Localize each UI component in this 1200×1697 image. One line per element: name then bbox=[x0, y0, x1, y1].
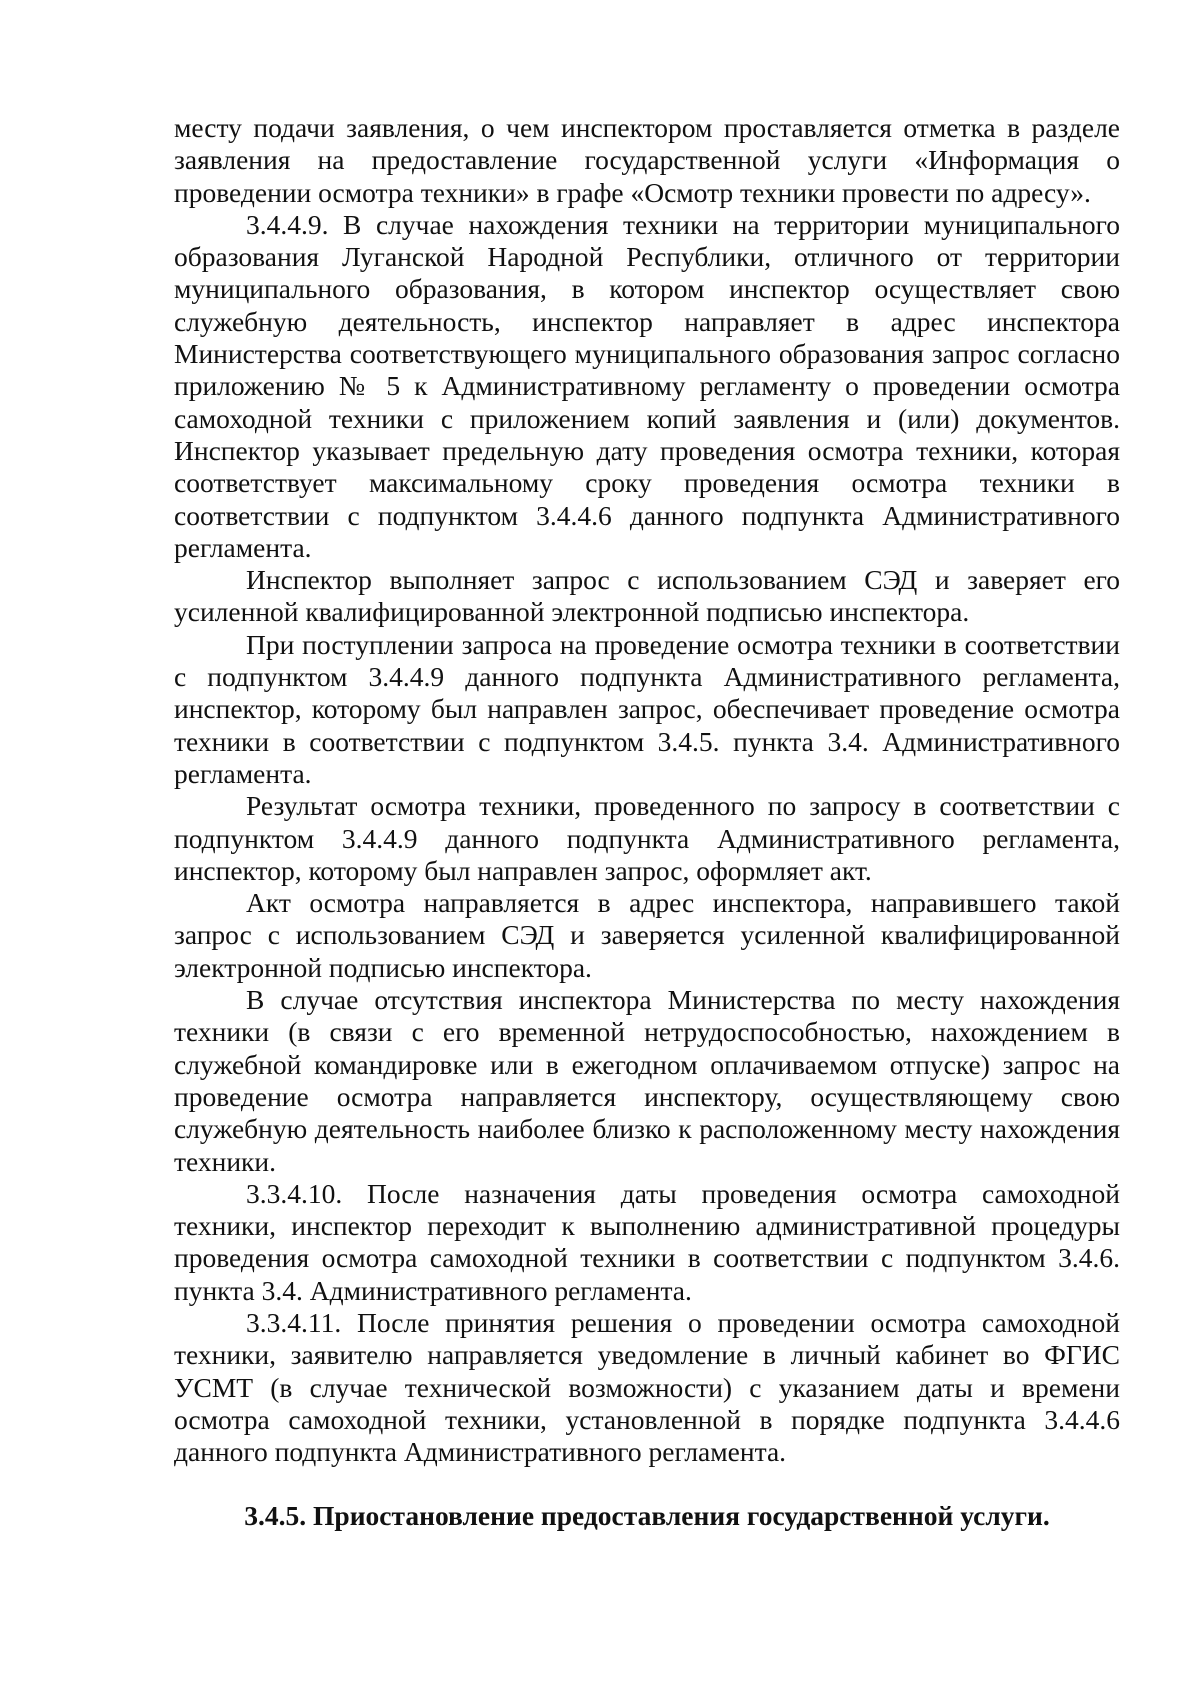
section-heading: 3.4.5. Приостановление предоставления государственной услуги. bbox=[244, 1500, 1050, 1532]
paragraph-3-3-4-10: 3.3.4.10. После назначения даты проведения осмотра самоходной техники, инспектор переходит к выполнению административной процедуры проведения осмотра самоходной техники в соответствии с подпунктом 3.4.6. пункта 3.4. Административного регламента. bbox=[174, 1177, 1120, 1306]
paragraph-request-received: При поступлении запроса на проведение осмотра техники в соответствии с подпунктом 3.4.4.9 данного подпункта Административного регламента, инспектор, которому был направлен запрос, обеспечивает проведение осмотра техники в соответствии с подпунктом 3.4.5. пункта 3.4. Административного регламента. bbox=[174, 628, 1120, 789]
paragraph-3-3-4-11: 3.3.4.11. После принятия решения о проведении осмотра самоходной техники, заявителю направляется уведомление в личный кабинет во ФГИС УСМТ (в случае технической возможности) с указанием даты и времени осмотра самоходной техники, установленной в порядке подпункта 3.4.4.6 данного подпункта Административного регламента. bbox=[174, 1306, 1120, 1468]
document-page bbox=[174, 112, 1120, 1533]
paragraph-3-4-4-9: 3.4.4.9. В случае нахождения техники на территории муниципального образования Луганской Народной Республики, отличного от территории муниципального образования, в котором инспектор осуществляет свою служебную деятельность, инспектор направляет в адрес инспектора Министерства соответствующего муниципального образования запрос согласно приложению № 5 к Административному регламенту о проведении осмотра самоходной техники с приложением копий заявления и (или) документов. Инспектор указывает предельную дату проведения осмотра техники, которая соответствует максимальному сроку проведения осмотра техники в соответствии с подпунктом 3.4.4.6 данного подпункта Административного регламента. bbox=[174, 208, 1120, 563]
paragraph-inspection-act: Акт осмотра направляется в адрес инспектора, направившего такой запрос с использованием СЭД и заверяется усиленной квалифицированной электронной подписью инспектора. bbox=[174, 887, 1120, 983]
paragraph-continuation: месту подачи заявления, о чем инспектором проставляется отметка в разделе заявления на предоставление государственной услуги «Информация о проведении осмотра техники» в графе «Осмотр техники провести по адресу». bbox=[174, 112, 1120, 208]
paragraph-request-sed: Инспектор выполняет запрос с использованием СЭД и заверяет его усиленной квалифицированной электронной подписью инспектора. bbox=[174, 564, 1120, 628]
paragraph-inspector-absence: В случае отсутствия инспектора Министерства по месту нахождения техники (в связи с его временной нетрудоспособностью, нахождением в служебной командировке или в ежегодном оплачиваемом отпуске) запрос на проведение осмотра направляется инспектору, осуществляющему свою служебную деятельность наиболее близко к расположенному месту нахождения техники. bbox=[174, 984, 1120, 1177]
paragraph-inspection-result: Результат осмотра техники, проведенного по запросу в соответствии с подпунктом 3.4.4.9 данного подпункта Административного регламента, инспектор, которому был направлен запрос, оформляет акт. bbox=[174, 790, 1120, 886]
